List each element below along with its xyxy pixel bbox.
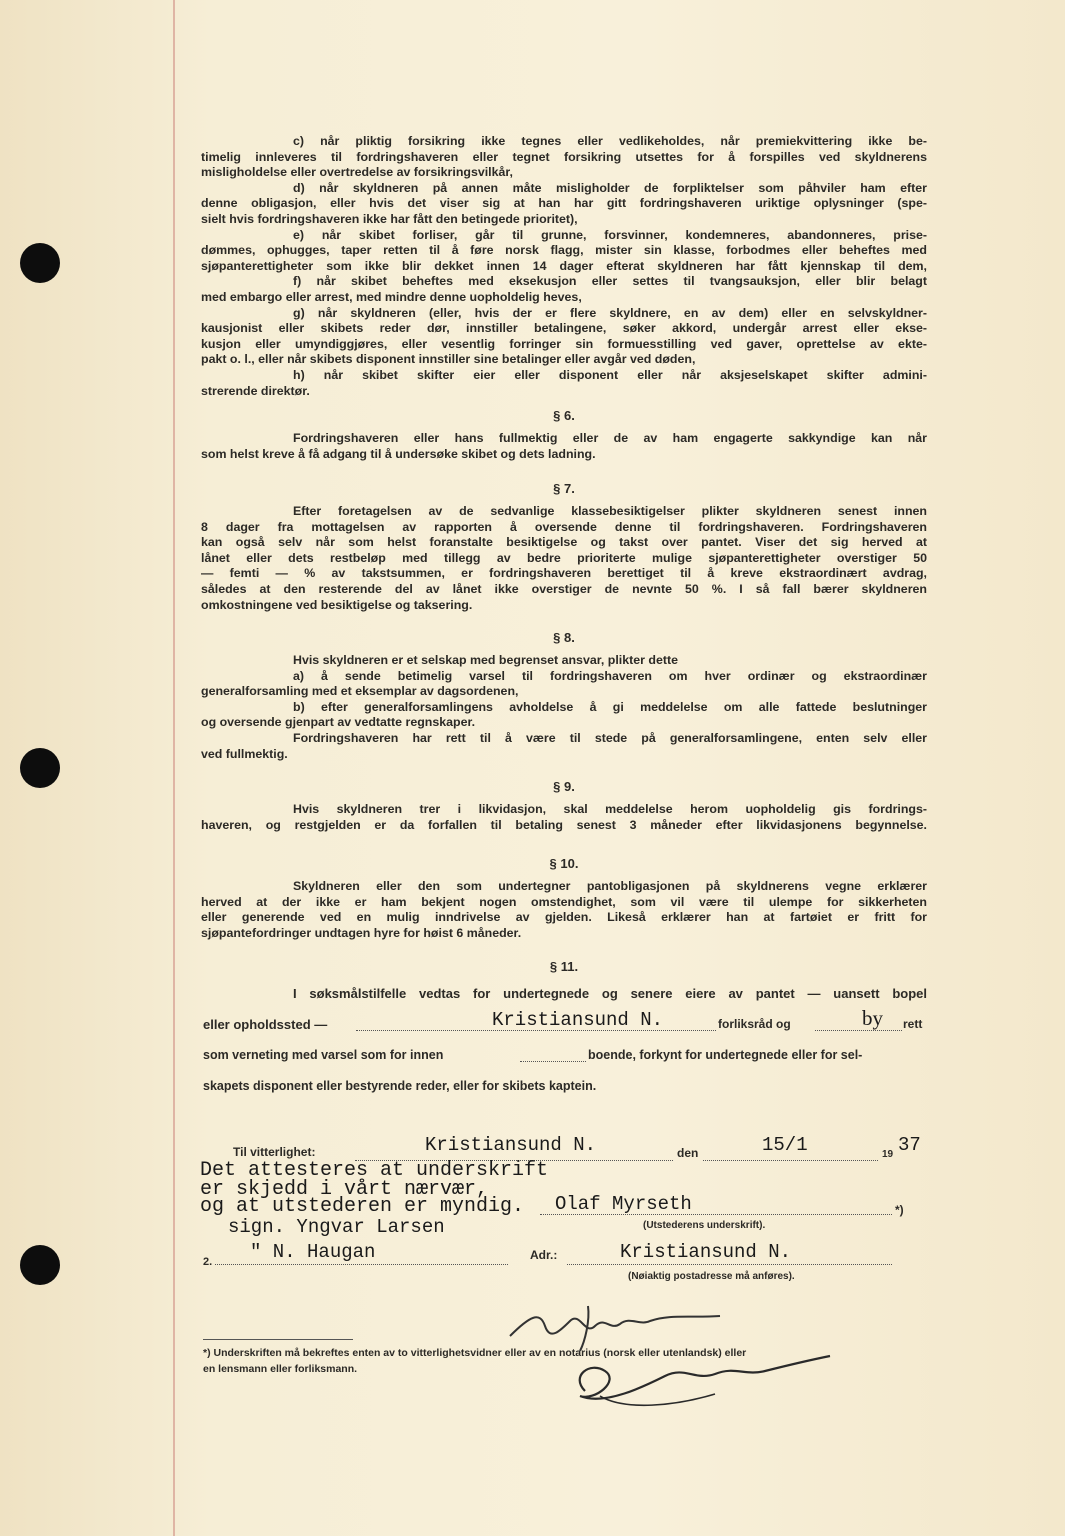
punch-hole-3 <box>20 1245 60 1285</box>
section-7-text <box>201 504 927 613</box>
section-10-heading: § 10. <box>549 856 579 871</box>
section-6-text <box>201 431 927 462</box>
text-line: Efter foretagelsen av de sedvanlige klassebesiktigelser plikter skyldneren senest innen <box>293 504 927 518</box>
date-label: den <box>677 1146 699 1160</box>
paragraph-c <box>201 134 927 399</box>
text-line: sjøpantefordringer undtagen hyre for høist 6 måneder. <box>201 925 522 940</box>
year-field[interactable]: 37 <box>898 1134 921 1156</box>
witness-label: Til vitterlighet: <box>233 1145 316 1159</box>
year-prefix: 19 <box>882 1149 894 1160</box>
text-line: kausjonist eller skibets reder dør, innstiller betalingene, søker akkord, undergår arrest eller ekse- <box>201 321 927 336</box>
text-line: dømmes, ophugges, taper retten til å føre norsk flagg, mister sin klasse, forbodmes eller beheftes med <box>201 243 927 258</box>
text-line: Fordringshaveren har rett til å være til stede på generalforsamlingene, enten selv eller <box>293 730 927 745</box>
text-line: kan også selv når som helst foranstalte besiktigelse og takst over pantet. Viser det sig herved at <box>201 535 927 550</box>
text-line: I søksmålstilfelle vedtas for undertegnede og senere eiere av pantet — uansett bopel <box>293 986 927 1001</box>
sec11-line3b: boende, forkynt for undertegnede eller for sel- <box>588 1048 863 1062</box>
text-line: haveren, og restgjelden er da forfallen til betaling senest 3 måneder efter likvidasjonens begynnelse. <box>201 817 927 832</box>
address-caption: (Nøiaktig postadresse må anføres). <box>628 1271 795 1282</box>
text-line: sjøpanterettigheter som ikke blir dekket innen 14 dager efterat skyldneren har fått kjennskap til dem, <box>201 258 927 273</box>
section-9-text <box>201 802 927 833</box>
place-field[interactable]: Kristiansund N. <box>425 1134 597 1156</box>
text-line: c) når pliktig forsikring ikke tegnes eller vedlikeholdes, når premiekvittering ikke be- <box>293 134 927 148</box>
text-line: kusjon eller umyndiggjøres, eller vesentlig forringer sin formuesstilling ved gaver, oprettelse av ekte- <box>201 336 927 351</box>
jurisdiction-place-field[interactable]: Kristiansund N. <box>492 1009 664 1031</box>
text-line: misligholdelse eller overtredelse av forsikringsvilkår, <box>201 165 513 180</box>
section-10-text <box>201 879 927 941</box>
address-label: Adr.: <box>530 1248 558 1262</box>
attestation-line-2: er skjedd i vårt nærvær, <box>200 1178 489 1201</box>
dotted-line <box>703 1160 878 1161</box>
text-line: — femti — % av takstsummen, er fordringshaveren berettiget til å kreve ekstraordinært avdrag, <box>201 566 927 581</box>
attestation-line-3: og at utstederen er myndig. <box>200 1195 525 1218</box>
section-7-heading: § 7. <box>553 481 575 496</box>
text-line: som helst kreve å få adgang til å undersøke skibet og dets ladning. <box>201 446 596 461</box>
text-line: Fordringshaveren eller hans fullmektig eller de av ham engagerte sakkyndige kan når <box>293 431 927 445</box>
footnote-line-2: en lensmann eller forliksmann. <box>203 1363 358 1375</box>
margin-line <box>173 0 175 1536</box>
section-11-line1 <box>201 986 927 1002</box>
section-8-text <box>201 653 927 762</box>
text-line: eller generende ved en mulig inndrivelse av gjelden. Likeså erklærer han at fartøiet er fritt for <box>201 910 927 925</box>
date-field[interactable]: 15/1 <box>762 1134 808 1156</box>
text-line: generalforsamling med et eksemplar av dagsordenen, <box>201 684 519 699</box>
text-line: med embargo eller arrest, med mindre denne uopholdelig heves, <box>201 289 582 304</box>
text-line: d) når skyldneren på annen måte misligholder de forpliktelser som påhviler ham efter <box>293 180 927 195</box>
court-type-field[interactable]: by <box>862 1006 883 1030</box>
text-line: 8 dager fra mottagelsen av rapporten å oversende denne til fordringshaveren. Fordringshaveren <box>201 519 927 534</box>
attestation-line-1: Det attesteres at underskrift <box>200 1159 549 1182</box>
dotted-line <box>815 1030 902 1031</box>
issuer-name-field[interactable]: Olaf Myrseth <box>555 1193 692 1215</box>
text-line: a) å sende betimelig varsel til fordringshaveren om hver ordinær og ekstraordinær <box>293 668 927 683</box>
section-11-heading: § 11. <box>549 959 579 974</box>
text-line: herved at der ikke er ham bekjent nogen omstendighet, som vil være til ulempe for sikkerheten <box>201 894 927 909</box>
text-line: ved fullmektig. <box>201 746 288 761</box>
text-line: h) når skibet skifter eier eller disponent eller når aksjeselskapet skifter admini- <box>293 367 927 382</box>
dotted-line <box>215 1264 508 1265</box>
text-line: Hvis skyldneren trer i likvidasjon, skal meddelelse herom uopholdelig gis fordrings- <box>293 802 927 816</box>
witness-1-field[interactable]: sign. Yngvar Larsen <box>228 1216 445 1238</box>
witness-2-field[interactable]: " N. Haugan <box>250 1241 376 1263</box>
address-field[interactable]: Kristiansund N. <box>620 1241 792 1263</box>
text-line: omkostningene ved besiktigelse og taksering. <box>201 597 473 612</box>
section-8-heading: § 8. <box>553 630 575 645</box>
dotted-line <box>567 1264 892 1265</box>
sec11-line3a: som verneting med varsel som for innen <box>203 1048 444 1062</box>
text-line: lånet eller dets restbeløp med tillegg av bedre prioriterte mulige sjøpanterettigheter overstiger 50 <box>201 550 927 565</box>
text-line: g) når skyldneren (eller, hvis der er flere skyldnere, en av dem) eller en selvskyldner- <box>293 305 927 320</box>
punch-hole-1 <box>20 243 60 283</box>
punch-hole-2 <box>20 748 60 788</box>
issuer-caption: (Utstederens underskrift). <box>643 1220 766 1231</box>
text-line: b) efter generalforsamlingens avholdelse å gi meddelelse om alle fattede beslutninger <box>293 699 927 714</box>
text-line: og oversende gjenpart av vedtatte regnskaper. <box>201 715 476 730</box>
sec11-post-label: rett <box>903 1017 923 1031</box>
text-line: e) når skibet forliser, går til grunne, forsvinner, kondemneres, abandonneres, prise- <box>293 227 927 242</box>
text-line: f) når skibet beheftes med eksekusjon eller settes til tvangsauksjon, eller blir belagt <box>293 274 927 289</box>
dotted-line <box>520 1061 586 1062</box>
section-6-heading: § 6. <box>553 408 575 423</box>
sec11-line4: skapets disponent eller bestyrende reder, eller for skibets kaptein. <box>203 1079 597 1093</box>
sec11-pre-label: eller opholdssted — <box>203 1017 328 1032</box>
text-line: pakt o. l., eller når skibets disponent innstiller sine betalinger eller avgår ved døden, <box>201 352 696 367</box>
text-line: Skyldneren eller den som undertegner pantobligasjonen på skyldnerens vegne erklærer <box>293 879 927 893</box>
text-line: timelig innleveres til fordringshaveren eller tegnet forsikring utsettes for å forspilles ved skyldnerens <box>201 149 927 164</box>
text-line: strerende direktør. <box>201 383 310 398</box>
text-line: sielt hvis fordringshaveren ikke har fått den betingede prioritet), <box>201 211 578 226</box>
witness-2-number: 2. <box>203 1256 213 1268</box>
text-line: Hvis skyldneren er et selskap med begrenset ansvar, plikter dette <box>293 653 678 667</box>
text-line: således at den resterende del av lånet ikke overstiger de nevnte 50 %. I så fall bærer skyldneren <box>201 581 927 596</box>
sec11-mid-label: forliksråd og <box>718 1017 791 1031</box>
section-9-heading: § 9. <box>553 779 575 794</box>
text-line: denne obligasjon, eller hvis det viser sig at han har gitt fordringshaveren uriktige oplysninger (spe- <box>201 196 927 211</box>
issuer-asterisk: *) <box>895 1203 904 1217</box>
footnote-rule <box>203 1339 353 1340</box>
footnote-line-1: *) Underskriften må bekreftes enten av to vitterlighetsvidner eller av en notarius (norsk eller utenlandsk) eller <box>203 1347 747 1359</box>
